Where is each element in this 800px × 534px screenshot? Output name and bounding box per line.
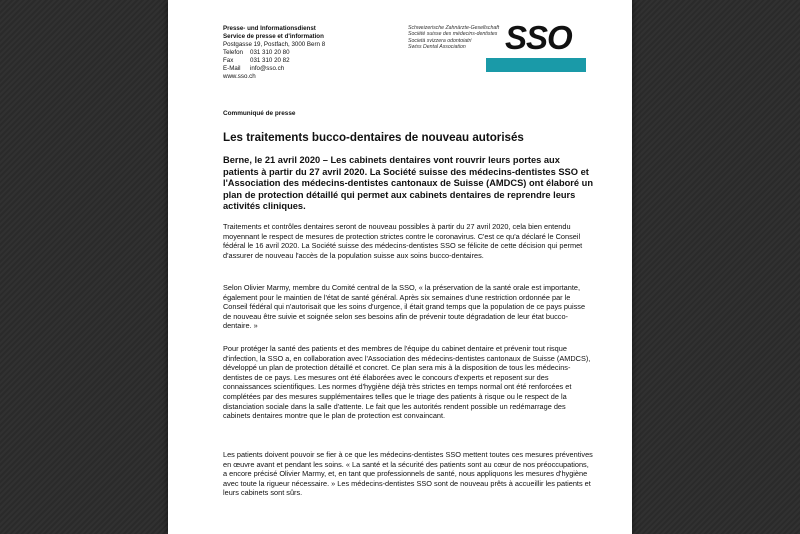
org-line-2: Service de presse et d'information [223, 33, 324, 40]
association-name: Société suisse des médecins-dentistes [408, 31, 498, 38]
contact-key: Fax [223, 57, 234, 64]
sender-block [223, 25, 423, 81]
logo-wordmark: SSO [505, 19, 572, 56]
viewer-background-right [632, 0, 800, 534]
association-name: Società svizzera odontoiatri [408, 37, 472, 44]
contact-row-phone [223, 49, 423, 57]
body-paragraph-2: Selon Olivier Marmy, membre du Comité central de la SSO, « la préservation de la santé orale est importante, également pour le maintien de l'état de santé général. Après six semaines d'une restriction ordonnée par le Conseil fédéral qui n'autorisait que les soins d'urgence, il était grand temps que la population de ce pays puisse de nouveau être suivie et soignée selon ses besoins afin de prévenir toute dégradation de leur état bucco-dentaire. » [223, 283, 586, 331]
contact-value: 031 310 20 82 [250, 57, 290, 64]
contact-row-email [223, 65, 423, 73]
contact-key: Telefon [223, 49, 243, 56]
association-name: Swiss Dental Association [408, 43, 466, 50]
contact-key: E-Mail [223, 65, 241, 72]
logo-bar [486, 58, 586, 72]
address: Postgasse 19, Postfach, 3000 Bern 8 [223, 41, 326, 48]
association-name: Schweizerische Zahnärzte-Gesellschaft [408, 25, 500, 31]
lead-paragraph: Berne, le 21 avril 2020 – Les cabinets dentaires vont rouvrir leurs portes aux patients à partir du 27 avril 2020. La Société suisse des médecins-dentistes SSO et l'Association des médecins-dentistes cantonaux de Suisse (AMDCS) ont élaboré un plan de protection détaillé qui permet aux cabinets dentaires de reprendre leurs activités cliniques. [223, 155, 594, 212]
website: www.sso.ch [223, 73, 256, 80]
contact-row-fax [223, 57, 423, 65]
document-label: Communiqué de presse [223, 110, 296, 117]
document-title: Les traitements bucco-dentaires de nouveau autorisés [223, 131, 524, 144]
sso-logo [408, 19, 588, 77]
body-paragraph-3: Pour protéger la santé des patients et des membres de l'équipe du cabinet dentaire et prévenir tout risque d'infection, la SSO a, en collaboration avec l'Association des médecins-dentistes cantonaux de Suisse (AMDCS), développé un plan de protection détaillé et concret. Ce plan sera mis à la disposition de tous les médecins-dentistes de ce pays. Les mesures ont été élaborées avec le concours d'experts et reposent sur des connaissances scientifiques. Les normes d'hygiène déjà très strictes en temps normal ont été renforcées et complétées par des mesures supplémentaires telles que le triage des patients à risque ou le respect de la distanciation sociale dans la salle d'attente. Le fait que les autorités rendent possible un redémarrage des cabinets dentaires montre que le plan de protection est convaincant. [223, 344, 591, 421]
contact-value: 031 310 20 80 [250, 49, 290, 56]
contact-value: info@sso.ch [250, 65, 285, 72]
org-line-1: Presse- und Informationsdienst [223, 25, 316, 32]
association-names [408, 25, 499, 50]
viewer-background-left [0, 0, 168, 534]
body-paragraph-1: Traitements et contrôles dentaires seront de nouveau possibles à partir du 27 avril 2020, cela bien entendu moyennant le respect de mesures de protection strictes contre le coronavirus. C'est ce qu'a déclaré le Conseil fédéral le 16 avril 2020. La Société suisse des médecins-dentistes SSO se félicite de cette décision qui permet d'assurer de nouveau l'accès de la population suisse aux soins bucco-dentaires. [223, 222, 583, 260]
document-page [168, 0, 632, 534]
body-paragraph-4: Les patients doivent pouvoir se fier à ce que les médecins-dentistes SSO mettent toutes ces mesures préventives en œuvre avant et pendant les soins. « La santé et la sécurité des patients sont au cœur de nos préoccupations, a encore précisé Olivier Marmy, et, en tant que professionnels de santé, nous appliquons les mesures d'hygiène avec toute la rigueur nécessaire. » Les médecins-dentistes SSO sont de nouveau prêts à accueillir les patients et leurs cabinets sont sûrs. [223, 450, 593, 498]
